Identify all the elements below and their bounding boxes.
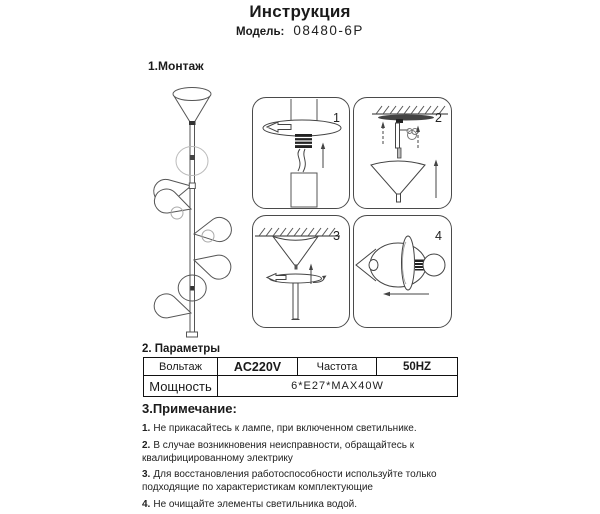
montage-heading: 1.Монтаж — [148, 59, 204, 73]
table-row — [144, 358, 458, 376]
lamp-drawing — [130, 84, 248, 348]
lamp-base — [187, 332, 198, 337]
step-4-label: 4 — [435, 229, 442, 243]
mount-bracket — [396, 123, 419, 148]
left-arrow-icon — [383, 292, 429, 296]
step-3-label: 3 — [333, 229, 340, 243]
page-title: Инструкция — [249, 2, 351, 21]
shade-opening — [369, 260, 378, 271]
model-row — [0, 23, 600, 38]
mount-plate — [378, 115, 434, 121]
note-item-4: 4. Не очищайте элементы светильника водой. — [142, 498, 357, 510]
note-item-3: 3. Для восстановления работоспособности используйте только подходящие по характеристикам комплектующие — [142, 469, 437, 493]
step-1-label: 1 — [333, 111, 340, 125]
up-arrow-icon — [434, 160, 438, 199]
pole — [293, 283, 298, 319]
montage-step-4-panel — [353, 215, 452, 328]
frequency-label-cell: Частота — [298, 358, 377, 376]
ceiling-hatch — [255, 228, 340, 236]
threaded-nipple — [295, 134, 312, 148]
lamp-top-cone — [173, 88, 211, 126]
mount-disc — [402, 236, 415, 290]
power-label-cell: Мощность — [144, 376, 218, 397]
cone-shade — [371, 161, 425, 202]
model-label: Модель: — [236, 26, 285, 38]
notes-section — [142, 401, 476, 514]
voltage-label-cell: Вольтаж — [144, 358, 218, 376]
power-value-cell: 6*E27*MAX40W — [218, 376, 458, 397]
parameters-table — [143, 357, 458, 397]
frequency-value-cell: 50HZ — [377, 358, 458, 376]
step-2-label: 2 — [435, 111, 442, 125]
table-row — [144, 376, 458, 397]
wires — [298, 149, 305, 172]
voltage-value-cell: AC220V — [218, 358, 298, 376]
light-bulb — [423, 254, 445, 276]
note-item-2: 2. В случае возникновения неисправности, обращайтесь к квалифицированному электрику — [142, 439, 415, 464]
hanging-rod — [398, 148, 402, 158]
note-item-1: 1. Не прикасайтесь к лампе, при включенном светильнике. — [142, 423, 417, 434]
montage-step-2-panel — [353, 97, 452, 209]
model-value: 08480-6P — [293, 23, 364, 38]
montage-step-1-panel — [252, 97, 350, 209]
parameters-heading: 2. Параметры — [142, 343, 221, 355]
pole-tube — [291, 173, 317, 207]
notes-heading: 3.Примечание: — [142, 401, 237, 416]
up-arrow-icon — [321, 143, 325, 169]
montage-step-3-panel — [252, 215, 350, 328]
